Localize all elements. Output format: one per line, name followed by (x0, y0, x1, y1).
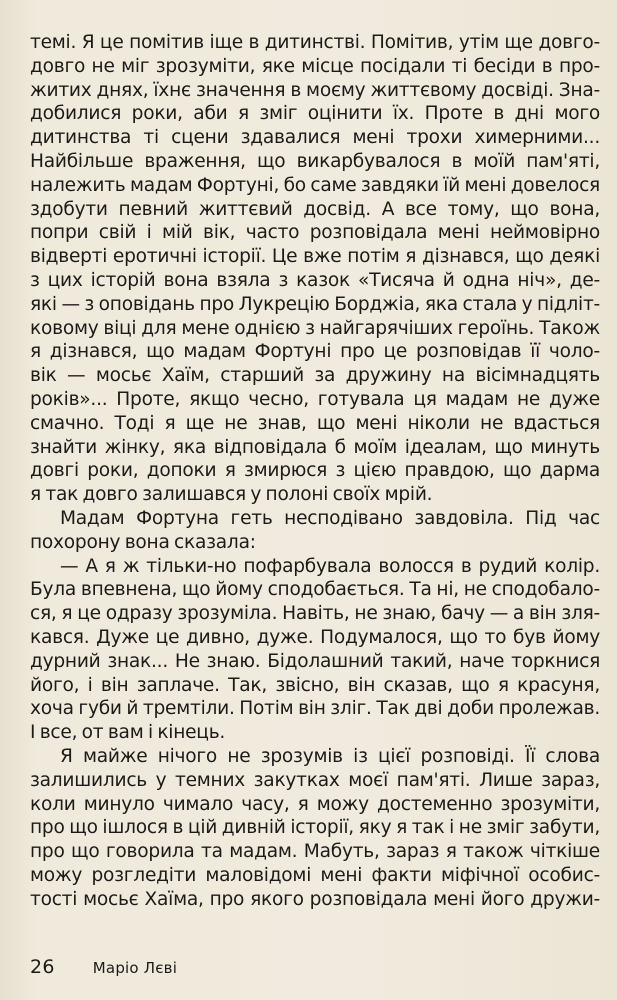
text-line: його, і він заплаче. Так, звісно, він сказав, що я красуня, (30, 674, 600, 696)
text-line: про що говорила та мадам. Мабуть, зараз я також чіткіше (30, 841, 600, 863)
text-line: знайти жінку, яка відповідала б моїм ідеалам, що минуть (30, 436, 600, 458)
text-line: дитинства ті сцени здавалися мені трохи химерними... (30, 127, 600, 149)
text-line: здобути певний життєвий досвід. А все тому, що вона, (30, 198, 600, 220)
text-line: довгі роки, допоки я змирюся з цією правдою, що дарма (30, 460, 600, 482)
text-line: довго не міг зрозуміти, яке місце посідали ті бесіди в про- (30, 55, 600, 77)
text-line: років»... Проте, якщо чесно, готувала ця мадам не дуже (30, 388, 600, 410)
text-line: смачно. Тоді я ще не знав, що мені ніколи не вдасться (30, 412, 600, 434)
page-number: 26 (30, 956, 55, 978)
text-line: я дізнався, що мадам Фортуні про це розповідав її чоло- (30, 341, 600, 363)
running-head-author: Маріо Лєві (92, 959, 178, 977)
text-line: можу розгледіти маловідомі мені факти міфічної особис- (30, 864, 600, 886)
text-line: житих днях, їхнє значення в моєму життєвому досвіді. Зна- (30, 79, 600, 101)
text-line: про що ішлося в цій дивній історії, яку я так і не зміг забути, (30, 817, 600, 839)
paragraph-start-line: Мадам Фортуна геть несподівано завдовіла. Під час (60, 507, 600, 529)
text-line: з цих історій вона взяла з казок «Тисяча й одна ніч», де- (30, 269, 600, 291)
paragraph-end-line: похорону вона сказала: (30, 531, 256, 553)
paragraph-end-line: І все, от вам і кінець. (30, 722, 226, 744)
text-line: тості мосьє Хаїма, про якого розповідала мені його дружи- (30, 888, 600, 910)
text-line: коли минуло чимало часу, я можу достеменно зрозуміти, (30, 793, 600, 815)
text-line: які — з оповідань про Лукрецію Борджіа, яка стала у підліт- (30, 293, 600, 315)
text-line: темі. Я це помітив іще в дитинстві. Помітив, утім ще довго- (30, 32, 600, 53)
text-line: належить мадам Фортуні, бо саме завдяки їй мені довелося (30, 174, 600, 196)
text-line: вік — мосьє Хаїм, старший за дружину на вісімнадцять (30, 365, 600, 387)
text-line: дурний знак... Не знаю. Бідолашний такий, наче торкнися (30, 650, 600, 672)
text-line: попри свій і мій вік, часто розповідала мені неймовірно (30, 222, 600, 244)
text-line: ковому віці для мене однією з найгарячіших героїнь. Також (30, 317, 600, 339)
paragraph-start-line: Я майже нічого не зрозумів із цієї розповіді. Її слова (60, 745, 600, 767)
paragraph-end-line: я так довго залишався у полоні своїх мрій. (30, 484, 433, 506)
text-line: залишились у темних закутках моєї пам'яті. Лише зараз, (30, 769, 600, 791)
text-line: хоча губи й тремтіли. Потім він зліг. Так дві доби пролежав. (30, 698, 600, 720)
text-line: Найбільше враження, що викарбувалося в моїй пам'яті, (30, 150, 600, 172)
dialogue-start-line: — А я ж тільки-но пофарбувала волосся в рудий колір. (60, 555, 600, 577)
text-line: кався. Дуже це дивно, дуже. Подумалося, що то був йому (30, 626, 600, 648)
text-line: ся, я це одразу зрозуміла. Навіть, не знаю, бачу — а він зля- (30, 603, 600, 625)
page-footer (30, 956, 177, 980)
text-line: Була впевнена, що йому сподобається. Та ні, не сподобало- (30, 579, 600, 601)
text-line: добилися роки, аби я зміг оцінити їх. Проте в дні мого (30, 103, 600, 125)
body-text (30, 31, 600, 911)
text-line: відверті еротичні історії. Це вже потім я дізнався, що деякі (30, 246, 600, 268)
